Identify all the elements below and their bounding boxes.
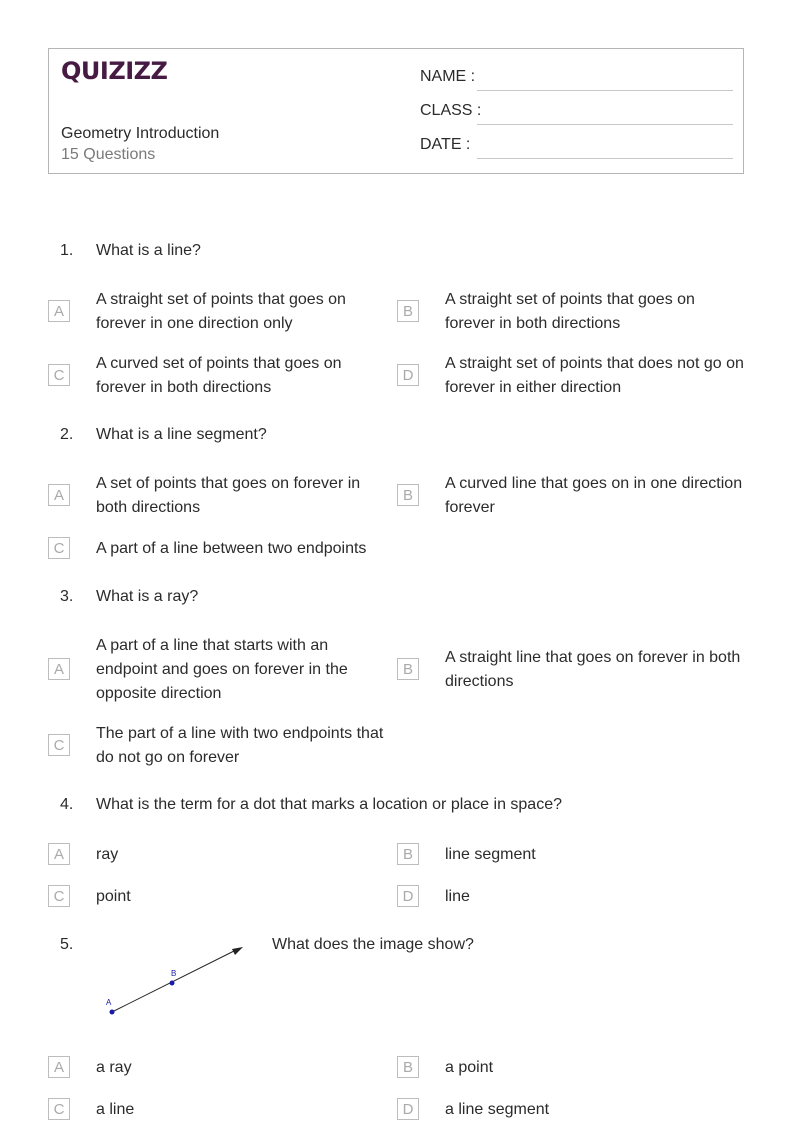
option-b-text: A curved line that goes on in one direction forever	[445, 475, 743, 516]
name-line[interactable]	[477, 90, 733, 91]
option-a-box[interactable]: A	[48, 484, 70, 506]
option-a-text: A set of points that goes on forever in both directions	[96, 475, 361, 516]
option-d-text: A straight set of points that does not go on forever in either direction	[445, 355, 744, 396]
option-a-text: ray	[96, 846, 119, 863]
option-a-box[interactable]: A	[48, 658, 70, 680]
question-count: 15 Questions	[61, 146, 156, 163]
question-text: What is a line?	[96, 242, 201, 259]
point-b	[170, 981, 175, 986]
point-a-label: A	[106, 998, 112, 1007]
option-b-box[interactable]: B	[397, 300, 419, 322]
point-a	[110, 1010, 115, 1015]
question-number: 2.	[60, 426, 74, 443]
question-number: 5.	[60, 936, 74, 953]
option-b-text: line segment	[445, 846, 536, 863]
option-b-text: a point	[445, 1059, 494, 1076]
option-a-text: A straight set of points that goes on forever in one direction only	[96, 291, 346, 332]
question-text: What is the term for a dot that marks a location or place in space?	[96, 796, 562, 813]
option-c-box[interactable]: C	[48, 537, 70, 559]
option-b-text: A straight line that goes on forever in both directions	[445, 649, 741, 690]
ray-line	[112, 950, 236, 1012]
option-c-box[interactable]: C	[48, 1098, 70, 1120]
option-c-box[interactable]: C	[48, 734, 70, 756]
question-number: 4.	[60, 796, 74, 813]
option-c-text: The part of a line with two endpoints that do not go on forever	[96, 725, 384, 766]
question-number: 3.	[60, 588, 74, 605]
option-c-text: A curved set of points that goes on forever in both directions	[96, 355, 342, 396]
arrowhead	[232, 947, 243, 955]
option-b-text: A straight set of points that goes on forever in both directions	[445, 291, 695, 332]
worksheet-header	[48, 48, 744, 174]
question-number: 1.	[60, 242, 74, 259]
question-text: What does the image show?	[272, 936, 474, 953]
option-a-box[interactable]: A	[48, 843, 70, 865]
option-d-box[interactable]: D	[397, 1098, 419, 1120]
option-a-text: A part of a line that starts with an endpoint and goes on forever in the opposite direction	[96, 637, 348, 702]
option-b-box[interactable]: B	[397, 658, 419, 680]
option-a-text: a ray	[96, 1059, 132, 1076]
option-d-text: line	[445, 888, 470, 905]
option-b-box[interactable]: B	[397, 484, 419, 506]
name-label: NAME :	[420, 68, 476, 85]
option-a-box[interactable]: A	[48, 300, 70, 322]
option-c-text: A part of a line between two endpoints	[96, 540, 367, 557]
class-line[interactable]	[477, 124, 733, 125]
question-text: What is a ray?	[96, 588, 199, 605]
option-c-box[interactable]: C	[48, 885, 70, 907]
quizizz-logo: QUIZIZZ	[61, 57, 168, 85]
date-line[interactable]	[477, 158, 733, 159]
option-d-box[interactable]: D	[397, 364, 419, 386]
question-text: What is a line segment?	[96, 426, 267, 443]
option-b-box[interactable]: B	[397, 1056, 419, 1078]
option-b-box[interactable]: B	[397, 843, 419, 865]
point-b-label: B	[171, 969, 177, 978]
class-label: CLASS :	[420, 102, 482, 119]
option-c-text: a line	[96, 1101, 135, 1118]
date-label: DATE :	[420, 136, 471, 153]
option-c-box[interactable]: C	[48, 364, 70, 386]
ray-diagram	[96, 940, 256, 1024]
option-d-box[interactable]: D	[397, 885, 419, 907]
option-c-text: point	[96, 888, 131, 905]
worksheet-title: Geometry Introduction	[61, 125, 220, 142]
option-a-box[interactable]: A	[48, 1056, 70, 1078]
option-d-text: a line segment	[445, 1101, 550, 1118]
